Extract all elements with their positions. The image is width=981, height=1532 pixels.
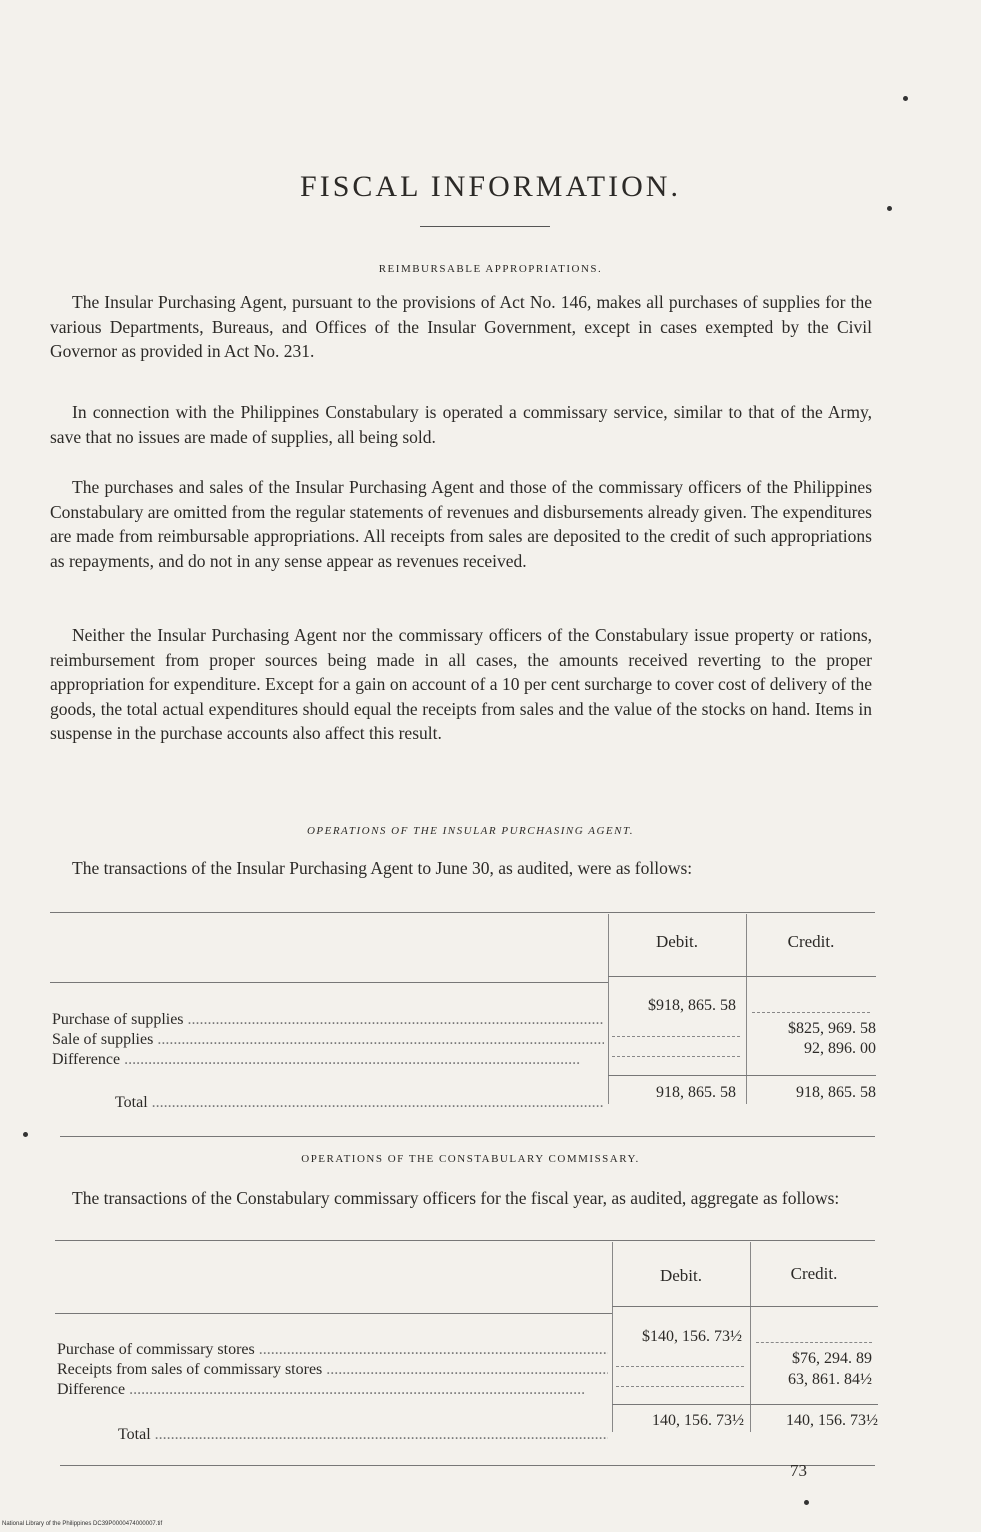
table-row-label: Receipts from sales of commissary stores ..... bbox=[57, 1361, 608, 1379]
table-row-label: Purchase of commissary stores ..... bbox=[57, 1341, 608, 1359]
total-debit: 140, 156. 73½ bbox=[652, 1412, 744, 1429]
scan-speck bbox=[903, 96, 908, 101]
paragraph-2: In connection with the Philippines Constabulary is operated a commissary service, similar to that of the Army, save that no issues are made of supplies, all being sold. bbox=[50, 402, 872, 447]
paragraph-4: Neither the Insular Purchasing Agent nor the commissary officers of the Constabulary issue property or rations, reimbursement from proper sources being made in all cases, the amounts received reverting to the proper appropriation for expenditure. Except for a gain on account of a 10 per cent surcharge to cover cost of delivery of the goods, the total actual expenditures should equal the receipts from sales and the value of the stocks on hand. Items in suspense in the purchase accounts also affect this result. bbox=[50, 625, 872, 743]
paragraph-3: The purchases and sales of the Insular Purchasing Agent and those of the commissary officers of the Philippines Constabulary are omitted from the regular statements of revenues and disbursements already given. The expenditures are made from reimbursable appropriations. All receipts from sales are deposited to the credit of such appropriations as repayments, and do not in any sense appear as revenues received. bbox=[50, 477, 872, 571]
column-header-credit: Credit. bbox=[787, 932, 835, 951]
table-bottom-rule bbox=[60, 1465, 875, 1466]
scan-speck bbox=[804, 1500, 809, 1505]
debit-value: $140, 156. 73½ bbox=[642, 1328, 742, 1345]
debit-placeholder bbox=[612, 1036, 740, 1037]
table-total-label: Total ..... bbox=[115, 1094, 604, 1112]
section-heading-commissary: OPERATIONS OF THE CONSTABULARY COMMISSARY. bbox=[301, 1153, 640, 1165]
header-rule bbox=[55, 1313, 612, 1314]
credit-value: 63, 861. 84½ bbox=[788, 1371, 872, 1388]
total-debit: 918, 865. 58 bbox=[656, 1084, 736, 1101]
debit-value: $918, 865. 58 bbox=[648, 997, 736, 1014]
header-rule bbox=[612, 1306, 878, 1307]
intro-commissary: The transactions of the Constabulary commissary officers for the fiscal year, as audited, aggregate as follows: bbox=[72, 1188, 840, 1208]
total-rule bbox=[608, 1075, 876, 1076]
table-total-label: Total ..... bbox=[118, 1426, 608, 1444]
credit-value: $76, 294. 89 bbox=[792, 1350, 872, 1367]
debit-placeholder bbox=[612, 1056, 740, 1057]
page-number: 73 bbox=[790, 1461, 807, 1480]
header-rule bbox=[608, 976, 876, 977]
scan-speck bbox=[23, 1132, 28, 1137]
header-rule bbox=[50, 982, 608, 983]
table-row-label: Purchase of supplies ..... bbox=[52, 1011, 604, 1029]
credit-placeholder bbox=[752, 1012, 870, 1013]
column-header-credit: Credit. bbox=[790, 1264, 838, 1283]
table-bottom-rule bbox=[60, 1136, 875, 1137]
table-row-label: Difference ..... bbox=[57, 1381, 608, 1399]
column-header-debit: Debit. bbox=[659, 1266, 703, 1285]
total-credit: 918, 865. 58 bbox=[796, 1084, 876, 1101]
column-header-debit: Debit. bbox=[655, 932, 699, 951]
section-heading-purchasing: OPERATIONS OF THE INSULAR PURCHASING AGENT. bbox=[306, 825, 635, 837]
table-row-label: Sale of supplies ..... bbox=[52, 1031, 604, 1049]
intro-purchasing: The transactions of the Insular Purchasing Agent to June 30, as audited, were as follows: bbox=[72, 858, 693, 878]
credit-value: 92, 896. 00 bbox=[804, 1040, 876, 1057]
page-title: FISCAL INFORMATION. bbox=[300, 170, 681, 203]
debit-placeholder bbox=[616, 1366, 744, 1367]
table-row-label: Difference ..... bbox=[52, 1051, 604, 1069]
title-rule bbox=[420, 226, 550, 227]
credit-placeholder bbox=[756, 1342, 872, 1343]
total-rule bbox=[612, 1404, 878, 1405]
scan-speck bbox=[887, 206, 892, 211]
total-credit: 140, 156. 73½ bbox=[786, 1412, 878, 1429]
table-top-rule bbox=[55, 1240, 875, 1241]
scan-footer-note: National Library of the Philippines DC39P0000474000007.tif bbox=[2, 1521, 163, 1527]
section-heading-reimbursable: REIMBURSABLE APPROPRIATIONS. bbox=[378, 263, 603, 275]
table-top-rule bbox=[50, 912, 875, 913]
debit-placeholder bbox=[616, 1386, 744, 1387]
credit-value: $825, 969. 58 bbox=[788, 1020, 876, 1037]
paragraph-1: The Insular Purchasing Agent, pursuant to the provisions of Act No. 146, makes all purchases of supplies for the various Departments, Bureaus, and Offices of the Insular Government, except in cases exempted by the Civil Governor as provided in Act No. 231. bbox=[50, 292, 872, 361]
